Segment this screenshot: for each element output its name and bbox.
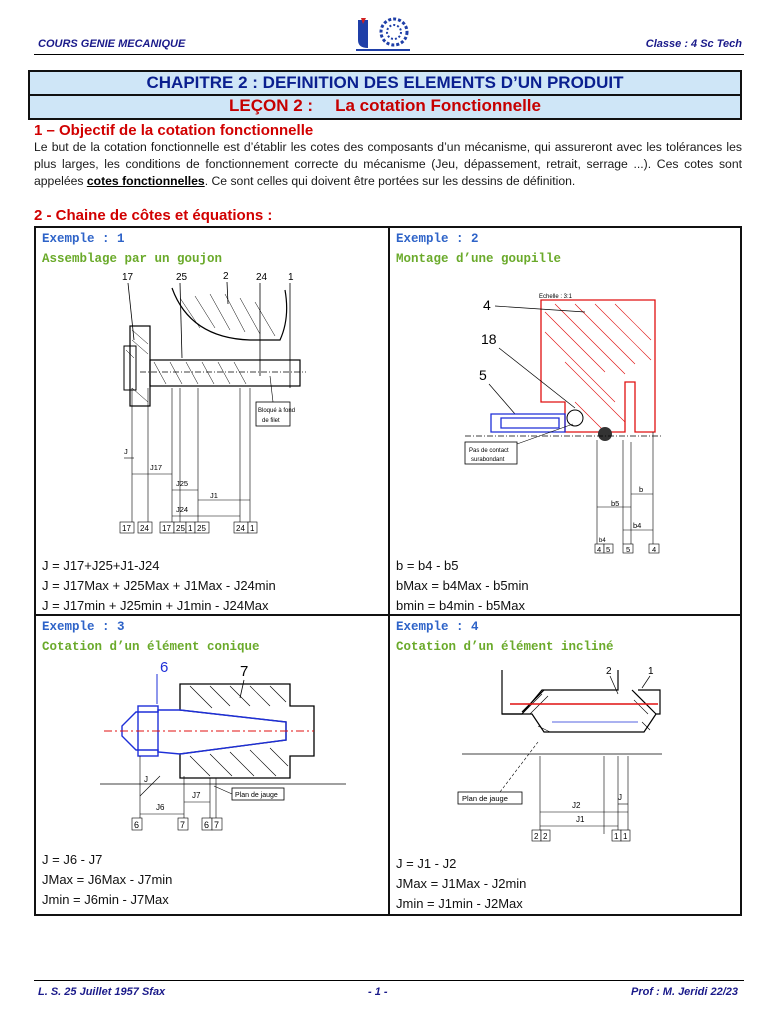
ex1-chain-6: 25	[197, 524, 206, 533]
ex2-callout-line1: Pas de contact	[469, 448, 509, 454]
ex1-equation-2: J = J17Max + J25Max + J1Max - J24min	[42, 578, 276, 593]
ex2-label-5: 5	[479, 367, 487, 383]
ex3-dim-J6: J6	[156, 803, 165, 812]
ex1-label-17: 17	[122, 272, 134, 283]
example-1-subtitle: Assemblage par un goujon	[42, 252, 223, 266]
ex2-label-18: 18	[481, 331, 497, 347]
ex3-equation-2: JMax = J6Max - J7min	[42, 872, 173, 887]
example-1-drawing	[110, 268, 310, 536]
ex1-dim-J17: J17	[150, 463, 163, 472]
ex4-dim-J: J	[618, 793, 622, 802]
ex1-chain-8: 1	[250, 524, 255, 533]
ex3-equation-3: Jmin = J6min - J7Max	[42, 892, 169, 907]
ex1-dim-J25: J25	[176, 479, 189, 488]
ex1-chain-7: 24	[236, 524, 245, 533]
ex2-equation-2: bMax = b4Max - b5min	[396, 578, 529, 593]
ex1-label-25: 25	[176, 272, 188, 283]
section-2-heading: 2 - Chaine de côtes et équations :	[34, 207, 273, 224]
ex1-dim-J: J	[124, 447, 128, 456]
ex4-dim-J1: J1	[576, 815, 585, 824]
ex4-chain-1: 2	[534, 832, 539, 841]
ex4-chain-3: 1	[614, 832, 619, 841]
ex2-equation-3: bmin = b4min - b5Max	[396, 598, 525, 613]
ex2-dim-b4: b4	[633, 521, 642, 530]
ex1-label-1: 1	[288, 272, 294, 283]
example-4-subtitle: Cotation d’un élément incliné	[396, 640, 614, 654]
example-3-drawing	[100, 656, 350, 834]
ex2-chain-3: 5	[626, 545, 631, 554]
ex1-equation-1: J = J17+J25+J1-J24	[42, 558, 160, 573]
ex4-label-1: 1	[648, 666, 654, 677]
ex2-chain-4: 4	[652, 545, 657, 554]
header-divider	[34, 54, 744, 55]
example-2-drawing	[455, 282, 673, 554]
ex3-chain-2: 7	[180, 820, 186, 830]
ex1-chain-4: 25	[176, 524, 185, 533]
example-2-label: Exemple : 2	[396, 232, 479, 246]
lesson-prefix: LEÇON 2 :	[229, 96, 314, 115]
ex2-dim-b5: b5	[611, 499, 620, 508]
ex2-label-4: 4	[483, 297, 491, 313]
example-3-equations	[42, 850, 172, 910]
ex4-label-2: 2	[606, 666, 612, 677]
ex4-equation-3: Jmin = J1min - J2Max	[396, 896, 523, 911]
grid-vertical-divider	[388, 226, 390, 916]
example-1-label: Exemple : 1	[42, 232, 125, 246]
ex1-label-24: 24	[256, 272, 268, 283]
example-4-equations	[396, 854, 526, 914]
chapter-title: CHAPITRE 2 : DEFINITION DES ELEMENTS D’UN PRODUIT	[28, 70, 742, 96]
ex4-equation-1: J = J1 - J2	[396, 856, 457, 871]
page-number: - 1 -	[368, 986, 388, 998]
ex3-label-6: 6	[160, 659, 169, 676]
teacher-name: Prof : M. Jeridi 22/23	[631, 986, 738, 998]
ex1-chain-1: 17	[122, 524, 131, 533]
cotes-fonctionnelles-term: cotes fonctionnelles	[86, 174, 205, 188]
ex1-dim-J24: J24	[176, 505, 189, 514]
ex2-dim-b: b	[639, 485, 644, 494]
section-1-paragraph: Le but de la cotation fonctionnelle est d’établir les cotes des composants d’un mécanisme, qui assureront avec les tolérances les plus larges, les conditions de fonctionnement correcte du mécanisme (Jeu, dépassement, retrait, serrage ...). Ces cotes sont appelées cotes fonctionnelles. Ce sont celles qui doivent être portées sur les dessins de définition.	[34, 140, 742, 188]
example-1-equations	[42, 556, 276, 616]
ex4-equation-2: JMax = J1Max - J2min	[396, 876, 527, 891]
ex2-scale: Echelle : 3:1	[539, 294, 573, 300]
class-label: Classe : 4 Sc Tech	[645, 38, 742, 50]
example-4-drawing	[452, 660, 668, 846]
ex2-chain-2: 5	[606, 545, 611, 554]
lesson-title	[28, 96, 742, 120]
ex1-label-2: 2	[223, 271, 229, 282]
ex1-callout-line1: Bloqué à fond	[258, 408, 296, 414]
ex2-equation-1: b = b4 - b5	[396, 558, 459, 573]
ex1-chain-5: 1	[188, 524, 193, 533]
ex1-equation-3: J = J17min + J25min + J1min - J24Max	[42, 598, 269, 613]
example-3-label: Exemple : 3	[42, 620, 125, 634]
ex3-chain-4: 7	[214, 820, 220, 830]
ex4-callout: Plan de jauge	[462, 794, 508, 803]
ex3-dim-J7: J7	[192, 791, 201, 800]
ex4-chain-4: 1	[623, 832, 628, 841]
ex3-equation-1: J = J6 - J7	[42, 852, 103, 867]
example-2-equations	[396, 556, 529, 616]
ex3-label-7: 7	[240, 663, 249, 680]
course-title: COURS GENIE MECANIQUE	[38, 38, 186, 50]
ex1-dim-J1: J1	[210, 491, 218, 500]
ex1-callout-line2: de filet	[262, 418, 280, 424]
example-2-subtitle: Montage d’une goupille	[396, 252, 562, 266]
ex3-dim-J: J	[144, 775, 148, 784]
ex2-dim-b4b: b4	[599, 538, 606, 544]
school-name: L. S. 25 Juillet 1957 Sfax	[38, 986, 166, 998]
example-4-label: Exemple : 4	[396, 620, 479, 634]
ex1-chain-3: 17	[162, 524, 171, 533]
ex2-chain-1: 4	[597, 545, 602, 554]
section-1-heading: 1 – Objectif de la cotation fonctionnelle	[34, 122, 314, 139]
example-3-subtitle: Cotation d’un élément conique	[42, 640, 260, 654]
lesson-name: La cotation Fonctionnelle	[335, 96, 541, 115]
ex1-chain-2: 24	[140, 524, 149, 533]
footer-divider	[34, 980, 744, 981]
ex2-callout-line2: surabondant	[471, 457, 505, 463]
ex3-callout: Plan de jauge	[235, 792, 278, 799]
school-logo-icon	[352, 16, 414, 52]
ex3-chain-1: 6	[134, 820, 140, 830]
ex3-chain-3: 6	[204, 820, 210, 830]
ex4-dim-J2: J2	[572, 801, 581, 810]
ex4-chain-2: 2	[543, 832, 548, 841]
